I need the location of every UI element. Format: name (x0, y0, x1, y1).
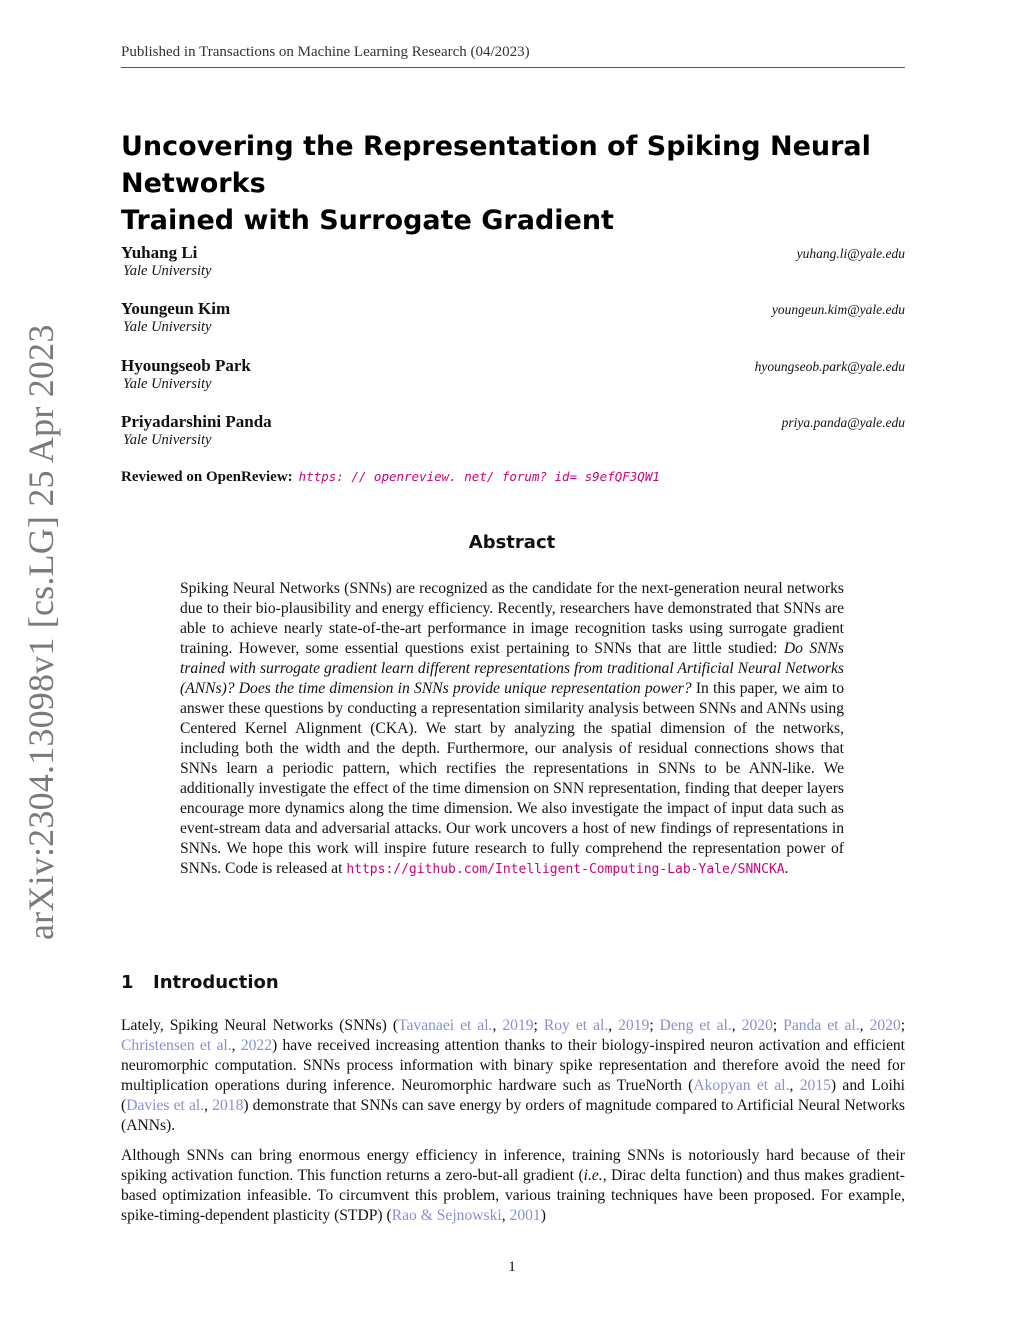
arxiv-identifier: arXiv:2304.13098v1 [cs.LG] 25 Apr 2023 (21, 324, 61, 940)
text-run: , (204, 1097, 213, 1114)
author-name: Yuhang Li (121, 243, 198, 262)
abstract-part: Spiking Neural Networks (SNNs) are recognized as the candidate for the next-generation neural networks due to their bio-plausibility and energy efficiency. Recently, researchers have demonstrated that SNNs are able to achieve nearly state-of-the-art performance in image recognition tasks using surrogate gradient training. However, some essential questions exist pertaining to SNNs that are little studied: (180, 580, 844, 657)
openreview-link[interactable]: https: // openreview. net/ forum? id= s9efQF3QW1 (298, 469, 660, 484)
text-run: , (492, 1017, 503, 1034)
text-run: , (501, 1207, 510, 1224)
citation-year-link[interactable]: 2022 (240, 1037, 272, 1054)
abstract-research-questions: Do SNNs trained with surrogate gradient learn different representations from traditional Artificial Neural Networks (ANNs)? Does the time dimension in SNNs provide unique representation power? (180, 640, 844, 697)
abstract-heading: Abstract (468, 532, 556, 553)
text-run: , (231, 1037, 241, 1054)
openreview-line (121, 469, 660, 486)
author-name: Hyoungseob Park (121, 356, 251, 375)
author-name: Priyadarshini Panda (121, 412, 272, 431)
text-run: , (731, 1017, 742, 1034)
text-run: ) demonstrate that SNNs can save energy by orders of magnitude compared to Artificial Neural Networks (ANNs). (121, 1097, 905, 1134)
author-email[interactable]: hyoungseob.park@yale.edu (754, 359, 905, 374)
text-run: , (608, 1017, 619, 1034)
text-run: ) (540, 1207, 546, 1224)
citation-year-link[interactable]: 2018 (212, 1097, 244, 1114)
text-run-italic: i.e., (583, 1167, 607, 1184)
abstract-text (180, 579, 844, 880)
author-email[interactable]: priya.panda@yale.edu (781, 415, 905, 430)
citation-link[interactable]: Deng et al. (659, 1017, 732, 1034)
text-run: ; (649, 1017, 660, 1034)
intro-paragraph-2 (121, 1146, 905, 1226)
section-number: 1 (121, 972, 134, 993)
citation-link[interactable]: Tavanaei et al. (398, 1017, 493, 1034)
author-affiliation: Yale University (123, 432, 212, 448)
title-line-1: Uncovering the Representation of Spiking Neural Networks (121, 131, 871, 199)
citation-year-link[interactable]: 2001 (509, 1207, 541, 1224)
section-title: Introduction (153, 972, 279, 993)
openreview-label: Reviewed on OpenReview: (121, 469, 293, 485)
abstract-part: In this paper, we aim to answer these questions by conducting a representation similarity analysis between SNNs and ANNs using Centered Kernel Alignment (CKA). We start by analyzing the spatial dimension of the networks, including both the width and the depth. Furthermore, our analysis of residual connections shows that SNNs learn a periodic pattern, which rectifies the representations in SNNs to be ANN-like. We additionally investigate the effect of the time dimension on SNN representation, finding that deeper layers encourage more dynamics along the time dimension. We also investigate the impact of input data such as event-stream data and adversarial attacks. Our work uncovers a host of new findings of representations in SNNs. We hope this work will inspire future research to fully comprehend the representation power of SNNs. Code is released at (180, 680, 844, 877)
author-block (121, 412, 905, 452)
citation-year-link[interactable]: 2020 (741, 1017, 773, 1034)
text-run: Dirac delta function) and thus makes gradient-based optimization infeasible. To circumvent this problem, various training techniques have been proposed. For example, spike-timing-dependent plasticity (STDP) ( (121, 1167, 905, 1224)
author-name: Youngeun Kim (121, 299, 231, 318)
citation-link[interactable]: Akopyan et al. (693, 1077, 790, 1094)
citation-link[interactable]: Christensen et al. (121, 1037, 232, 1054)
text-run: ) and Loihi ( (121, 1077, 905, 1114)
text-run: ) have received increasing attention thanks to their biology-inspired neuron activation and efficient neuromorphic computation. SNNs process information with binary spike representation and therefore avoid the need for multiplication operations during inference. Neuromorphic hardware such as TrueNorth ( (121, 1037, 905, 1094)
author-email[interactable]: yuhang.li@yale.edu (796, 246, 905, 261)
text-run: , (789, 1077, 800, 1094)
author-affiliation: Yale University (123, 263, 212, 279)
author-block (121, 356, 905, 396)
section-heading-introduction (121, 972, 279, 993)
citation-year-link[interactable]: 2020 (869, 1017, 901, 1034)
citation-link[interactable]: Panda et al. (783, 1017, 860, 1034)
author-email[interactable]: youngeun.kim@yale.edu (771, 302, 905, 317)
text-run: Lately, Spiking Neural Networks (SNNs) ( (121, 1017, 399, 1034)
intro-paragraph-1 (121, 1016, 905, 1136)
citation-link[interactable]: Roy et al. (543, 1017, 609, 1034)
journal-header: Published in Transactions on Machine Learning Research (04/2023) (121, 44, 905, 68)
text-run: ; (900, 1017, 906, 1034)
citation-link[interactable]: Rao & Sejnowski (391, 1207, 502, 1224)
page-number: 1 (508, 1259, 516, 1275)
code-link[interactable]: https://github.com/Intelligent-Computing-Lab-Yale/SNNCKA (346, 862, 785, 877)
text-run: ; (533, 1017, 544, 1034)
author-block (121, 243, 905, 283)
citation-year-link[interactable]: 2019 (502, 1017, 534, 1034)
author-affiliation: Yale University (123, 319, 212, 335)
title-line-2: Trained with Surrogate Gradient (121, 205, 614, 236)
author-affiliation: Yale University (123, 376, 212, 392)
text-run: Although SNNs can bring enormous energy efficiency in inference, training SNNs is notoriously hard because of their spiking activation function. This function returns a zero-but-all gradient ( (121, 1147, 905, 1184)
citation-year-link[interactable]: 2019 (618, 1017, 650, 1034)
author-block (121, 299, 905, 339)
text-run: , (859, 1017, 870, 1034)
text-run: ; (772, 1017, 784, 1034)
abstract-end: . (784, 860, 789, 877)
paper-title (121, 128, 921, 239)
citation-year-link[interactable]: 2015 (799, 1077, 831, 1094)
citation-link[interactable]: Davies et al. (126, 1097, 205, 1114)
